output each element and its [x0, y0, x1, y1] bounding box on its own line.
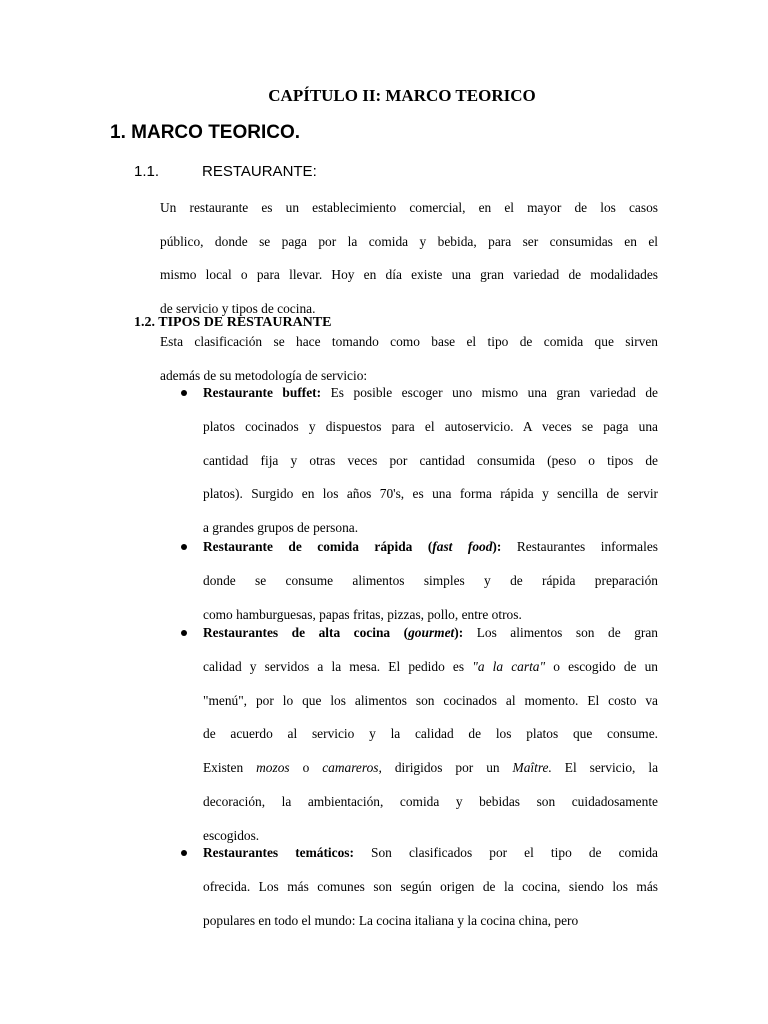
list-item-line — [203, 444, 658, 478]
paragraph-line: Esta clasificación se hace tomando como base el tipo de comida que sirven — [160, 334, 658, 349]
list-item-line — [203, 616, 658, 650]
list-item-line — [203, 650, 658, 684]
list-item — [203, 616, 658, 853]
list-item-line — [203, 376, 658, 410]
subsection-number: 1.1. — [134, 163, 160, 180]
bold-text: Restaurante buffet: — [203, 385, 322, 400]
line-text: dirigidos por un — [381, 760, 513, 776]
line-text: Los alimentos son de gran — [463, 625, 658, 640]
chapter-title: CAPÍTULO II: MARCO TEORICO — [268, 86, 536, 105]
bullet-icon — [181, 390, 189, 398]
line-text: o — [289, 760, 323, 776]
bold-text: ): — [454, 625, 464, 640]
list-item-line — [203, 836, 658, 870]
line-text: calidad y servidos a la mesa. El pedido es — [203, 658, 473, 674]
bold-text: Restaurantes temáticos: — [203, 845, 354, 860]
bullet-icon — [181, 544, 189, 552]
line-text: donde se consume alimentos simples y de rápida preparación — [203, 572, 658, 588]
list-item-line — [203, 477, 658, 511]
line-text: como hamburguesas, papas fritas, pizzas, pollo, entre otros. — [203, 606, 522, 622]
section-number: 1. — [110, 122, 126, 143]
list-item-line — [203, 904, 658, 938]
list-item-line — [203, 530, 658, 564]
bold-text: ): — [492, 539, 502, 554]
line-text: Son clasificados por el tipo de comida — [353, 845, 658, 860]
list-item-line — [203, 684, 658, 718]
list-item-line — [203, 410, 658, 444]
italic-text: Maître. — [512, 760, 552, 776]
line-text: o escogido de un — [545, 658, 658, 674]
line-text: de acuerdo al servicio y la calidad de los platos que consume. — [203, 726, 658, 742]
line-text: Es posible escoger uno mismo una gran variedad de — [321, 385, 658, 400]
list-item-line — [203, 751, 658, 785]
subsection-title: RESTAURANTE: — [202, 163, 317, 180]
paragraph-line: público, donde se paga por la comida y bebida, para ser consumidas en el — [160, 233, 658, 249]
line-text: escogidos. — [203, 827, 260, 843]
bold-text: Restaurante de comida rápida ( — [203, 539, 433, 554]
line-text: platos cocinados y dispuestos para el autoservicio. A veces se paga una — [203, 418, 658, 434]
line-text: "menú", por lo que los alimentos son cocinados al momento. El costo va — [203, 692, 658, 708]
paragraph-line: Un restaurante es un establecimiento comercial, en el mayor de los casos — [160, 200, 658, 215]
paragraph-line: de servicio y tipos de cocina. — [160, 300, 316, 316]
restaurante-paragraph — [160, 191, 658, 325]
subsection-heading-restaurante — [134, 163, 317, 180]
line-text: Existen — [203, 760, 257, 776]
paragraph-line: además de su metodología de servicio: — [160, 367, 368, 383]
line-text: cantidad fija y otras veces por cantidad consumida (peso o tipos de — [203, 452, 658, 468]
line-text: ofrecida. Los más comunes son según origen de la cocina, siendo los más — [203, 878, 658, 894]
italic-text: camareros, — [322, 760, 382, 776]
list-item-line — [203, 717, 658, 751]
line-text: platos). Surgido en los años 70's, es una forma rápida y sencilla de servir — [203, 486, 658, 502]
list-item-line — [203, 870, 658, 904]
bullet-icon — [181, 630, 189, 638]
list-item-line — [203, 564, 658, 598]
italic-text: "a la carta" — [472, 658, 546, 674]
line-text: Restaurantes informales — [501, 539, 658, 554]
line-text: El servicio, la — [551, 760, 659, 776]
subsection-heading-tipos: 1.2. TIPOS DE RESTAURANTE — [134, 315, 332, 330]
bold-text: Restaurantes de alta cocina ( — [203, 625, 409, 640]
line-text: decoración, la ambientación, comida y bebidas son cuidadosamente — [203, 793, 658, 809]
line-text: populares en todo el mundo: La cocina italiana y la cocina china, pero — [203, 912, 579, 928]
bold-text: fast food — [432, 539, 493, 554]
list-item — [203, 376, 658, 545]
bold-text: gourmet — [408, 625, 455, 640]
list-item — [203, 836, 658, 937]
bullet-icon — [181, 850, 189, 858]
paragraph-line: mismo local o para llevar. Hoy en día existe una gran variedad de modalidades — [160, 267, 658, 282]
italic-text: mozos — [256, 760, 290, 776]
list-item-line — [203, 785, 658, 819]
section-title: MARCO TEORICO. — [131, 122, 301, 143]
line-text: a grandes grupos de persona. — [203, 520, 359, 536]
section-heading-marco-teorico — [110, 122, 300, 144]
